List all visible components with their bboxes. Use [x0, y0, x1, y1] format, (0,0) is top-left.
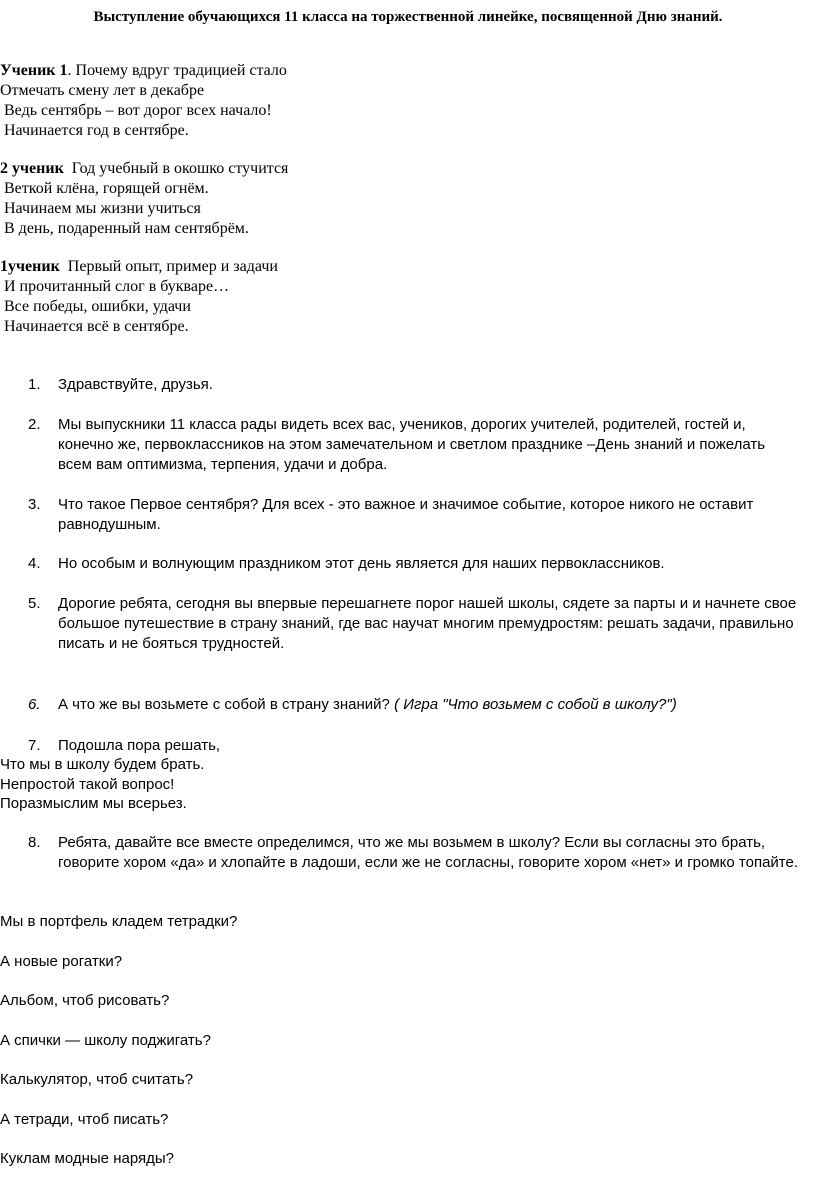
poem-stanza — [0, 159, 288, 239]
stanza-first-line — [0, 159, 288, 179]
stanza-line-text: Год учебный в окошко стучится — [63, 160, 289, 177]
stanza-line: В день, подаренный нам сентябрём. — [0, 220, 249, 237]
question-line: А тетради, чтоб писать? — [0, 1111, 169, 1128]
speaker-label: 1ученик — [0, 258, 60, 275]
stanza-line: Начинаем мы жизни учиться — [0, 200, 201, 217]
stanza-first-line — [0, 257, 278, 277]
stanza-line: Все победы, ошибки, удачи — [0, 298, 191, 315]
poem-line: Непростой такой вопрос! — [0, 776, 175, 793]
list-item-text: Но особым и волнующим праздником этот день является для наших первоклассников. — [58, 555, 665, 572]
speaker-label: 2 ученик — [0, 160, 64, 177]
stanza-line: Веткой клёна, горящей огнём. — [0, 180, 209, 197]
list-item-text: Ребята, давайте все вместе определимся, что же мы возьмем в школу? Если вы согласны это брать, говорите хором «да» и хлопайте в ладоши, если же не согласны, говорите хором «нет» и громко топайте. — [58, 834, 799, 871]
poem-stanza — [0, 61, 287, 141]
stanza-line: И прочитанный слог в букваре… — [0, 278, 230, 295]
stanza-line: Ведь сентябрь – вот дорог всех начало! — [0, 102, 272, 119]
question-line: Альбом, чтоб рисовать? — [0, 992, 170, 1009]
question-line: Калькулятор, чтоб считать? — [0, 1071, 194, 1088]
list-item-text: Дорогие ребята, сегодня вы впервые перешагнете порог нашей школы, сядете за парты и и начнете свое большое путешествие в страну знаний, где вас научат многим премудростям: решать задачи, правильно писать и не бояться трудностей. — [58, 595, 797, 652]
list-item-number: 4. — [28, 555, 41, 572]
question-line: Куклам модные наряды? — [0, 1150, 174, 1167]
list-item-text-main: А что же вы возьмете с собой в страну знаний? — [58, 696, 395, 713]
list-item-text: Мы выпускники 11 класса рады видеть всех вас, учеников, дорогих учителей, родителей, гостей и, конечно же, первоклассников на этом замечательном и светлом празднике –День знаний и пожелать всем вам оптимизма, терпения, удачи и добра. — [58, 416, 766, 473]
document-title: Выступление обучающихся 11 класса на торжественной линейке, посвященной Дню знаний. — [93, 9, 723, 25]
stanza-line-text: . Почему вдруг традицией стало — [67, 62, 287, 79]
list-item-number: 1. — [28, 376, 41, 393]
stanza-line: Начинается всё в сентябре. — [0, 318, 189, 335]
list-item-number: 6. — [28, 696, 41, 713]
list-item-text: Подошла пора решать, — [58, 737, 221, 754]
list-item-number: 5. — [28, 595, 41, 612]
question-line: А новые рогатки? — [0, 953, 123, 970]
poem-line: Что мы в школу будем брать. — [0, 756, 205, 773]
stanza-line-text: Первый опыт, пример и задачи — [59, 258, 278, 275]
game-title: ( Игра "Что возьмем с собой в школу?") — [394, 696, 677, 713]
list-item-number: 2. — [28, 416, 41, 433]
list-item-number: 7. — [28, 737, 41, 754]
list-item-text: Здравствуйте, друзья. — [58, 376, 213, 393]
stanza-line: Начинается год в сентябре. — [0, 122, 189, 139]
list-item-number: 3. — [28, 496, 41, 513]
poem-stanza — [0, 257, 278, 337]
question-line: А спички — школу поджигать? — [0, 1032, 211, 1049]
poem-line: Поразмыслим мы всерьез. — [0, 795, 187, 812]
list-item-text: Что такое Первое сентября? Для всех - это важное и значимое событие, которое никого не оставит равнодушным. — [58, 496, 754, 533]
stanza-line: Отмечать смену лет в декабре — [0, 82, 205, 99]
question-line: Мы в портфель кладем тетрадки? — [0, 913, 238, 930]
stanza-first-line — [0, 61, 287, 81]
speaker-label: Ученик 1 — [0, 62, 68, 79]
list-item-number: 8. — [28, 834, 41, 851]
list-item-text — [58, 695, 798, 715]
